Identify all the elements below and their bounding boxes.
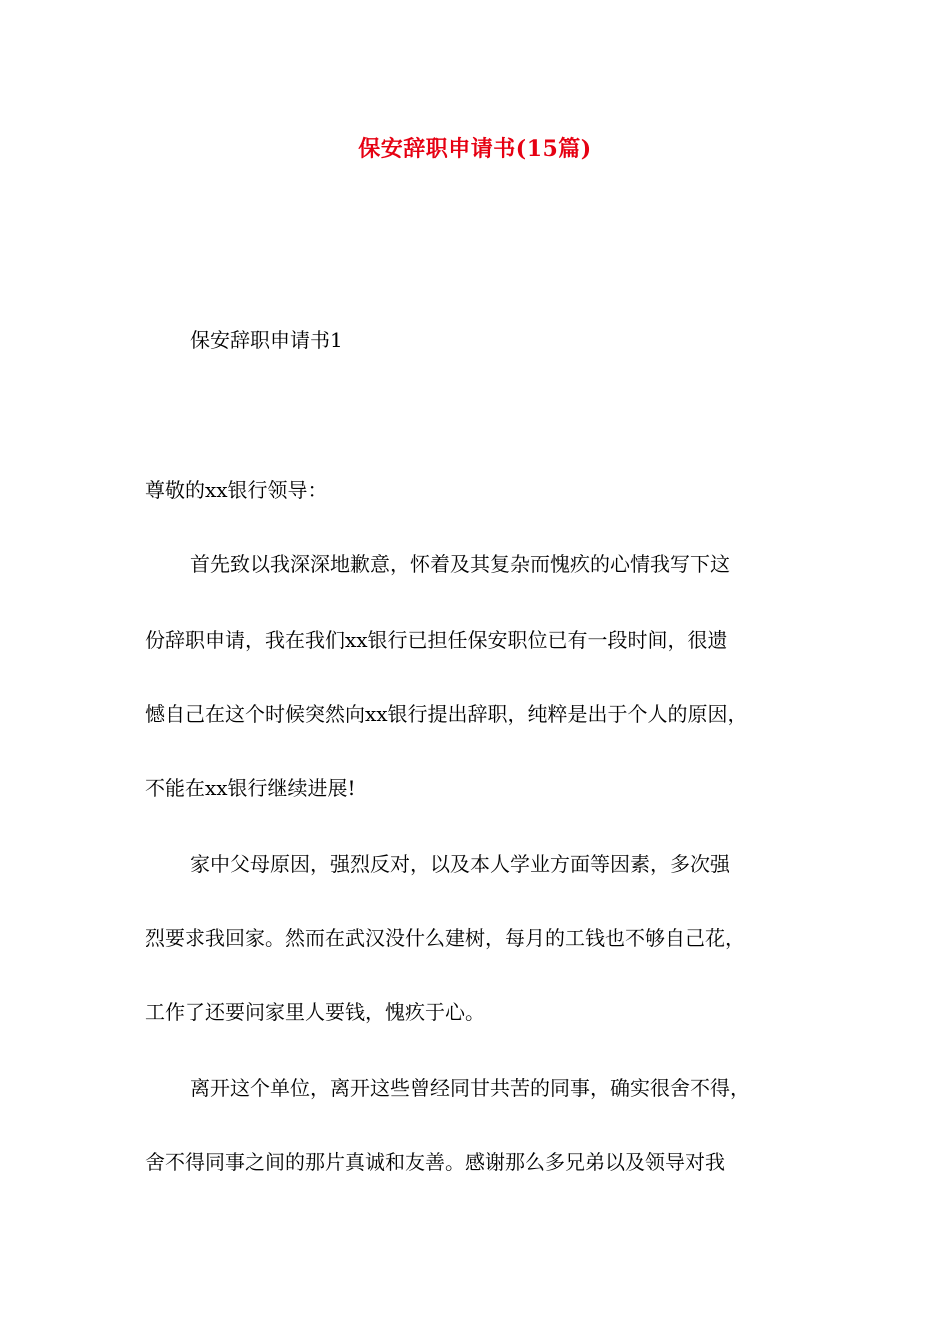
paragraph-line: 工作了还要问家里人要钱，愧疚于心。: [145, 1000, 485, 1024]
paragraph-line: 家中父母原因，强烈反对，以及本人学业方面等因素，多次强: [190, 852, 730, 876]
paragraph-line: 份辞职申请，我在我们xx银行已担任保安职位已有一段时间，很遗: [145, 628, 728, 652]
document-title: 保安辞职申请书(15篇): [358, 136, 592, 162]
paragraph-line: 憾自己在这个时候突然向xx银行提出辞职，纯粹是出于个人的原因，: [145, 702, 748, 726]
paragraph-line: 首先致以我深深地歉意，怀着及其复杂而愧疚的心情我写下这: [190, 552, 730, 576]
salutation: 尊敬的xx银行领导：: [145, 478, 328, 502]
paragraph-line: 不能在xx银行继续进展!: [145, 776, 356, 800]
section-heading: 保安辞职申请书1: [190, 328, 343, 352]
paragraph-line: 舍不得同事之间的那片真诚和友善。感谢那么多兄弟以及领导对我: [145, 1150, 725, 1174]
paragraph-line: 离开这个单位，离开这些曾经同甘共苦的同事，确实很舍不得，: [190, 1076, 750, 1100]
paragraph-line: 烈要求我回家。然而在武汉没什么建树，每月的工钱也不够自己花，: [145, 926, 745, 950]
